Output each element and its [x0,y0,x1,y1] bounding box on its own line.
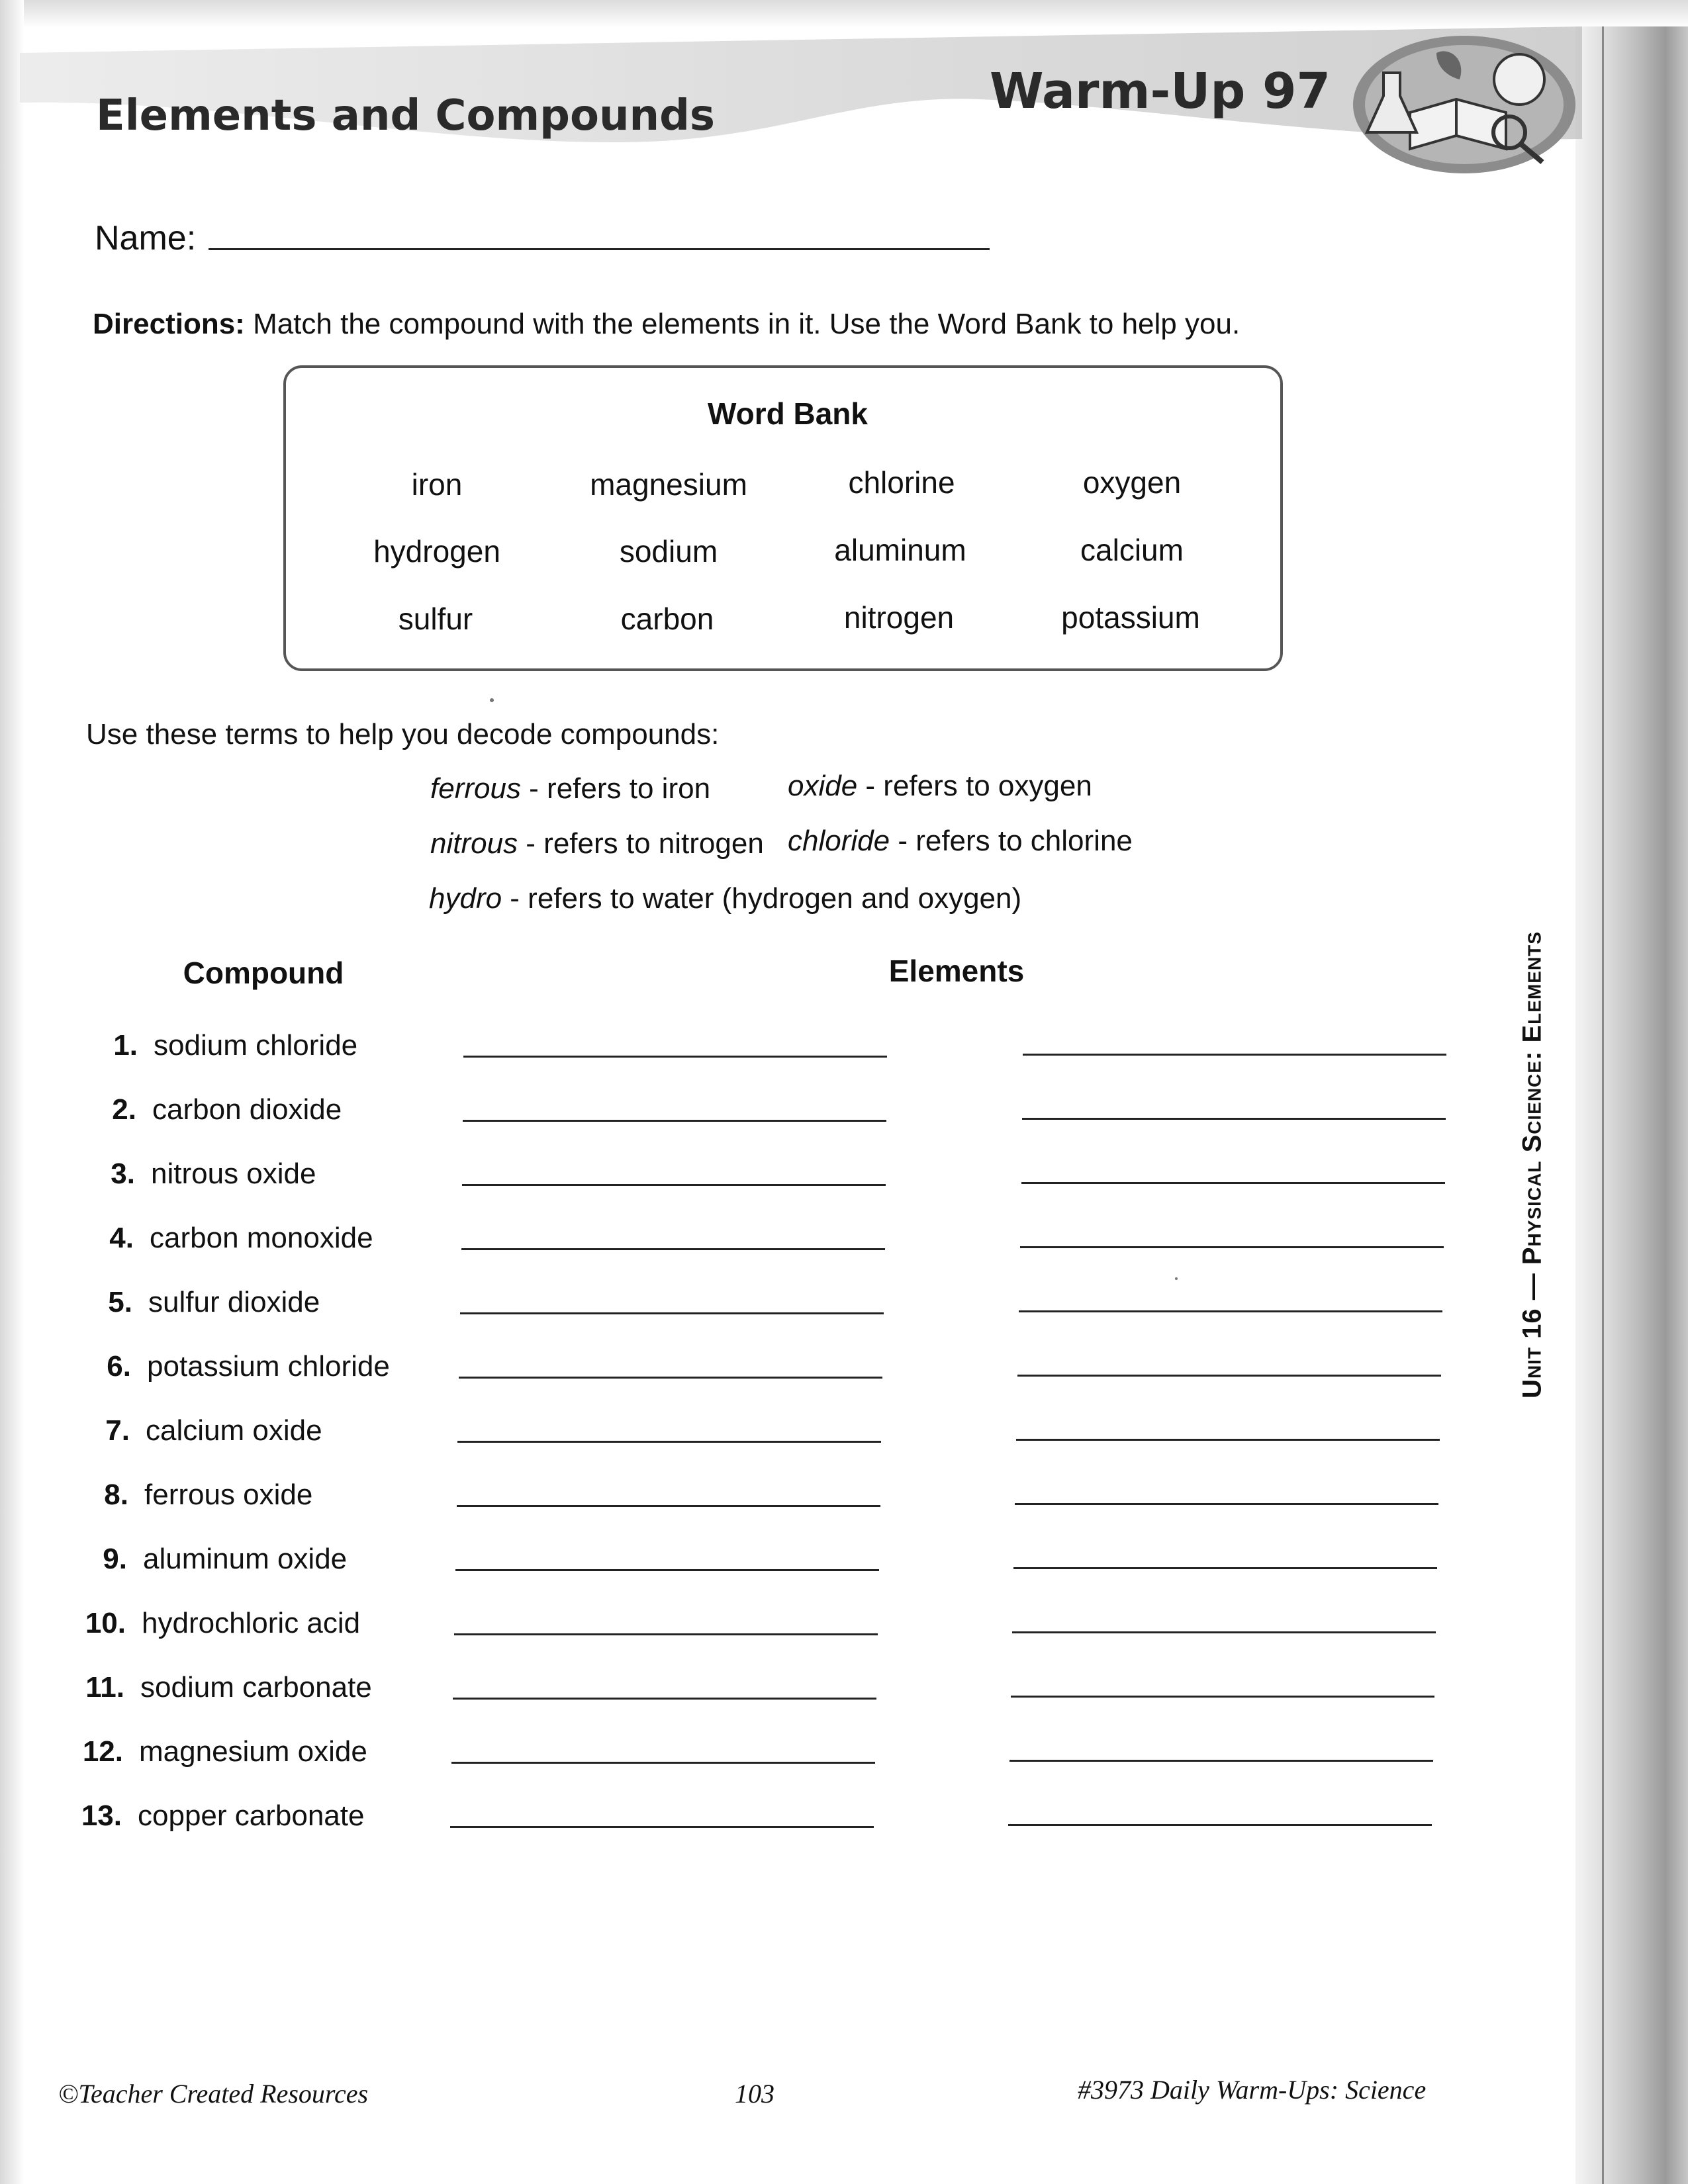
question-number: 5. [108,1286,132,1318]
answer-line[interactable] [1016,1439,1440,1441]
answer-line[interactable] [1011,1696,1434,1698]
answer-line[interactable] [454,1633,878,1635]
answer-line[interactable] [453,1698,876,1700]
answer-line[interactable] [1009,1760,1433,1762]
footer-book-title: #3973 Daily Warm-Ups: Science [1078,2075,1427,2105]
directions [93,308,1240,341]
directions-text: Match the compound with the elements in it. Use the Word Bank to help you. [253,308,1241,340]
answer-line[interactable] [1023,1054,1446,1056]
word-bank-item: hydrogen [373,534,500,569]
decode-term: nitrous - refers to nitrogen [430,827,764,860]
decode-term: chloride - refers to chlorine [788,825,1133,857]
science-lab-emblem-icon [1350,33,1579,175]
question-compound: hydrochloric acid [142,1607,361,1639]
answer-line[interactable] [460,1312,884,1314]
answer-line[interactable] [1008,1824,1432,1826]
word-bank-item: potassium [1061,600,1200,635]
answer-line[interactable] [1020,1246,1444,1248]
directions-label: Directions: [93,308,245,340]
question-compound: sodium chloride [154,1029,358,1062]
word-bank-item: nitrogen [843,600,955,635]
question-number: 3. [111,1158,135,1190]
question-number: 6. [107,1350,131,1383]
question-number: 11. [85,1671,124,1704]
question-compound: carbon monoxide [150,1222,373,1254]
word-bank-item: oxygen [1082,465,1182,500]
answer-line[interactable] [461,1248,885,1250]
question-number: 13. [81,1799,122,1832]
scan-speck [490,698,494,702]
column-header-elements: Elements [888,954,1025,988]
question-number: 9. [103,1543,127,1575]
question-number: 10. [85,1607,126,1639]
decode-intro: Use these terms to help you decode compounds: [86,718,720,751]
word-bank-item: aluminum [834,533,966,567]
word-bank-item: calcium [1080,533,1184,567]
question-compound: carbon dioxide [152,1093,342,1126]
answer-line[interactable] [451,1762,875,1764]
question-number: 8. [104,1479,128,1511]
answer-line[interactable] [1012,1631,1436,1633]
footer-copyright: ©Teacher Created Resources [58,2079,369,2109]
question-compound: ferrous oxide [144,1479,313,1511]
word-bank-item: chlorine [848,465,955,500]
word-bank-item: sulfur [398,602,473,636]
answer-line[interactable] [1019,1310,1442,1312]
question-number: 2. [112,1093,136,1126]
answer-line[interactable] [1015,1503,1438,1505]
scan-edge-left [0,0,24,2184]
question-compound: potassium chloride [147,1350,390,1383]
answer-line[interactable] [1013,1567,1437,1569]
word-bank-item: iron [411,467,463,502]
name-label: Name: [95,219,197,257]
footer-page-number: 103 [735,2079,774,2109]
question-compound: nitrous oxide [151,1158,316,1190]
question-compound: sodium carbonate [140,1671,372,1704]
question-compound: copper carbonate [138,1799,365,1832]
question-compound: calcium oxide [146,1414,322,1447]
question-number: 4. [109,1222,134,1254]
warmup-number: Warm-Up 97 [990,63,1331,120]
question-number: 7. [105,1414,130,1447]
question-number: 1. [113,1029,138,1062]
unit-side-label: Unit 16 — Physical Science: Elements [1517,931,1547,1398]
answer-line[interactable] [457,1505,880,1507]
question-compound: sulfur dioxide [148,1286,320,1318]
answer-line[interactable] [450,1826,874,1828]
answer-line[interactable] [463,1056,887,1058]
name-input-line[interactable] [209,248,990,250]
answer-line[interactable] [463,1120,886,1122]
answer-line[interactable] [1017,1375,1441,1377]
question-compound: magnesium oxide [139,1735,367,1768]
scan-edge-top [0,0,1688,28]
answer-line[interactable] [1022,1118,1446,1120]
answer-line[interactable] [459,1377,882,1379]
word-bank-item: carbon [620,602,714,636]
decode-term: oxide - refers to oxygen [788,770,1092,802]
word-bank-title: Word Bank [708,396,868,431]
decode-term: ferrous - refers to iron [430,772,711,805]
column-header-compound: Compound [183,956,344,990]
answer-line[interactable] [462,1184,886,1186]
decode-term: hydro - refers to water (hydrogen and oxygen) [429,882,1022,915]
answer-line[interactable] [1021,1182,1445,1184]
answer-line[interactable] [457,1441,881,1443]
word-bank-item: magnesium [590,467,747,502]
question-number: 12. [82,1735,123,1768]
word-bank-item: sodium [619,534,718,569]
scan-edge-right [1575,26,1688,2184]
answer-line[interactable] [455,1569,879,1571]
page-title: Elements and Compounds [96,91,715,140]
scan-speck [1175,1277,1178,1280]
question-compound: aluminum oxide [143,1543,348,1575]
